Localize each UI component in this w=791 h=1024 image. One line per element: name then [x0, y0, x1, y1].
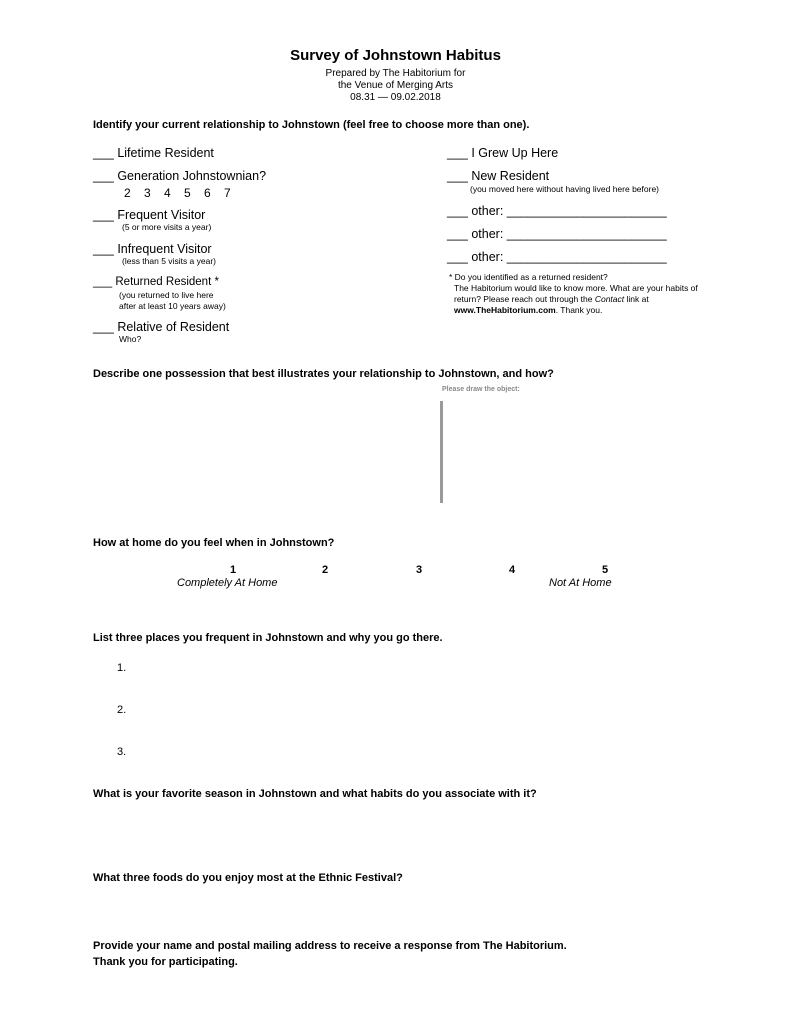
- closing-thanks: Thank you for participating.: [93, 956, 238, 968]
- scale-high-label: Not At Home: [549, 577, 612, 589]
- option-frequent-visitor[interactable]: ___ Frequent Visitor: [93, 208, 206, 222]
- scale-option-1[interactable]: 1: [229, 564, 237, 576]
- footnote-thanks: . Thank you.: [555, 305, 603, 315]
- footnote-line-4: [449, 305, 698, 316]
- question-three-places: List three places you frequent in Johnstown and why you go there.: [93, 632, 443, 644]
- question-favorite-season: What is your favorite season in Johnstown and what habits do you associate with it?: [93, 788, 537, 800]
- prepared-by: Prepared by The Habitorium for: [325, 68, 466, 79]
- question-ethnic-festival-foods: What three foods do you enjoy most at the Ethnic Festival?: [93, 872, 403, 884]
- generation-number[interactable]: 6: [204, 186, 211, 200]
- scale-low-label: Completely At Home: [177, 577, 278, 589]
- option-lifetime-resident[interactable]: ___ Lifetime Resident: [93, 146, 214, 160]
- list-item-2: 2.: [117, 704, 127, 716]
- footnote-line-1: * Do you identified as a returned resident?: [449, 272, 608, 282]
- footnote-line-2: The Habitorium would like to know more. What are your habits of: [454, 283, 698, 293]
- scale-option-5[interactable]: 5: [601, 564, 609, 576]
- returned-resident-note-2: after at least 10 years away): [119, 301, 226, 311]
- option-generation[interactable]: ___ Generation Johnstownian?: [93, 169, 267, 183]
- returned-resident-note-1: (you returned to live here: [119, 290, 214, 300]
- scale-option-2[interactable]: 2: [321, 564, 329, 576]
- list-item-1: 1.: [117, 662, 127, 674]
- draw-label: Please draw the object:: [442, 386, 520, 393]
- option-grew-up-here[interactable]: ___ I Grew Up Here: [447, 146, 559, 160]
- generation-numbers: [124, 184, 244, 202]
- footnote-line-3-text: return? Please reach out through the: [454, 294, 595, 304]
- option-infrequent-visitor[interactable]: ___ Infrequent Visitor: [93, 242, 212, 256]
- option-returned-resident[interactable]: ___ Returned Resident *: [93, 276, 219, 288]
- dates: 08.31 — 09.02.2018: [350, 92, 441, 103]
- closing-request: Provide your name and postal mailing address to receive a response from The Habitorium.: [93, 940, 567, 952]
- option-other-1[interactable]: ___ other: _______________________: [447, 204, 667, 218]
- question-feel-at-home: How at home do you feel when in Johnstown?: [93, 537, 335, 549]
- page-title: Survey of Johnstown Habitus: [290, 47, 501, 64]
- question-possession: Describe one possession that best illustrates your relationship to Johnstown, and how?: [93, 368, 554, 380]
- generation-number[interactable]: 3: [144, 186, 151, 200]
- list-item-3: 3.: [117, 746, 127, 758]
- option-other-2[interactable]: ___ other: _______________________: [447, 227, 667, 241]
- returned-resident-footnote: [449, 272, 698, 316]
- website-link[interactable]: www.TheHabitorium.com: [454, 305, 556, 315]
- contact-link[interactable]: Contact: [594, 294, 625, 304]
- new-resident-note: (you moved here without having lived here before): [470, 184, 659, 194]
- scale-option-4[interactable]: 4: [508, 564, 516, 576]
- option-other-3[interactable]: ___ other: _______________________: [447, 250, 667, 264]
- generation-number[interactable]: 4: [164, 186, 171, 200]
- drawing-area-divider: [440, 401, 443, 503]
- footnote-line-3-tail: link at: [624, 294, 649, 304]
- generation-number[interactable]: 2: [124, 186, 131, 200]
- relative-note: Who?: [119, 334, 142, 344]
- frequent-visitor-note: (5 or more visits a year): [122, 222, 212, 232]
- venue: the Venue of Merging Arts: [337, 80, 454, 91]
- footnote-line-3: [449, 294, 698, 305]
- option-new-resident[interactable]: ___ New Resident: [447, 169, 550, 183]
- option-relative-of-resident[interactable]: ___ Relative of Resident: [93, 320, 230, 334]
- infrequent-visitor-note: (less than 5 visits a year): [122, 256, 217, 266]
- generation-number[interactable]: 5: [184, 186, 191, 200]
- question-relationship: Identify your current relationship to Johnstown (feel free to choose more than one).: [93, 119, 530, 131]
- generation-number[interactable]: 7: [224, 186, 231, 200]
- scale-option-3[interactable]: 3: [415, 564, 423, 576]
